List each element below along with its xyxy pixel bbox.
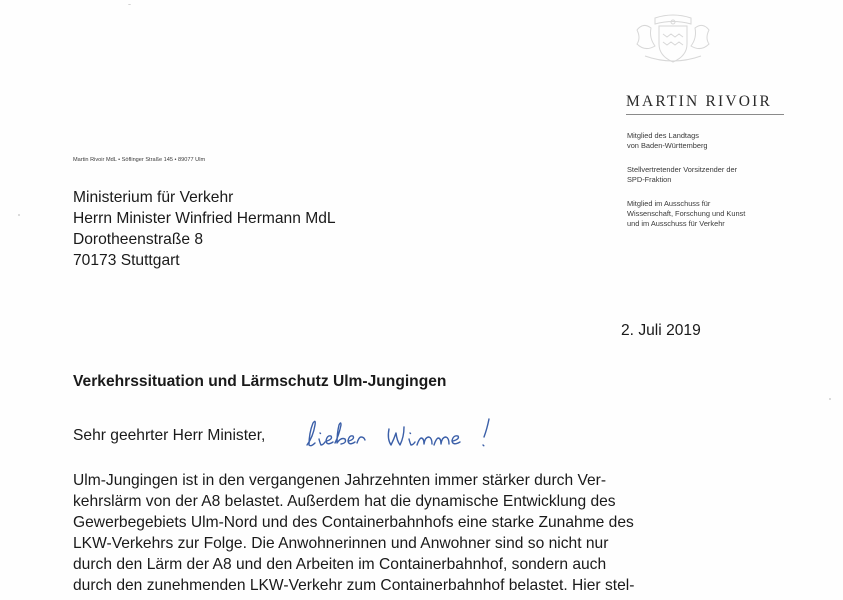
recipient-line: Dorotheenstraße 8 [73, 231, 204, 248]
body-text-line: durch den Lärm der A8 und den Arbeiten im Containerbahnhof, sondern auch [73, 556, 607, 573]
letterhead-role-line: und im Ausschuss für Verkehr [627, 219, 725, 228]
coat-of-arms-icon [625, 10, 721, 70]
letterhead-role-line: SPD-Fraktion [627, 175, 672, 184]
body-text-line: durch den zunehmenden LKW-Verkehr zum Containerbahnhof belastet. Hier stel- [73, 577, 635, 594]
letter-date: 2. Juli 2019 [621, 322, 701, 339]
letterhead-role-line: Stellvertretender Vorsitzender der [627, 165, 738, 174]
recipient-line: Herrn Minister Winfried Hermann MdL [73, 210, 336, 227]
letterhead-role-line: Mitglied im Ausschuss für [627, 199, 711, 208]
letterhead-role-line: von Baden-Württemberg [627, 141, 708, 150]
scan-speck [829, 398, 831, 400]
sender-return-address: Martin Rivoir MdL • Söflinger Straße 145 • 89077 Ulm [73, 157, 206, 163]
salutation: Sehr geehrter Herr Minister, [73, 427, 266, 444]
letter-subject: Verkehrssituation und Lärmschutz Ulm-Jungingen [73, 373, 447, 390]
letterhead-role-line: Wissenschaft, Forschung und Kunst [627, 209, 746, 218]
body-text-line: Ulm-Jungingen ist in den vergangenen Jahrzehnten immer stärker durch Ver- [73, 472, 607, 489]
letterhead-divider [626, 114, 784, 115]
recipient-line: Ministerium für Verkehr [73, 189, 234, 206]
body-text-line: LKW-Verkehrs zur Folge. Die Anwohnerinnen und Anwohner sind so nicht nur [73, 535, 609, 552]
letterhead-name: MARTIN RIVOIR [626, 93, 773, 110]
letterhead-role-line: Mitglied des Landtags [627, 131, 699, 140]
scan-speck [128, 4, 131, 5]
scan-speck [18, 214, 20, 216]
recipient-line: 70173 Stuttgart [73, 252, 180, 269]
body-text-line: kehrslärm von der A8 belastet. Außerdem hat die dynamische Entwicklung des [73, 493, 616, 510]
body-text-line: Gewerbegebiets Ulm-Nord und des Containerbahnhofs eine starke Zunahme des [73, 514, 634, 531]
handwritten-note [303, 415, 518, 455]
